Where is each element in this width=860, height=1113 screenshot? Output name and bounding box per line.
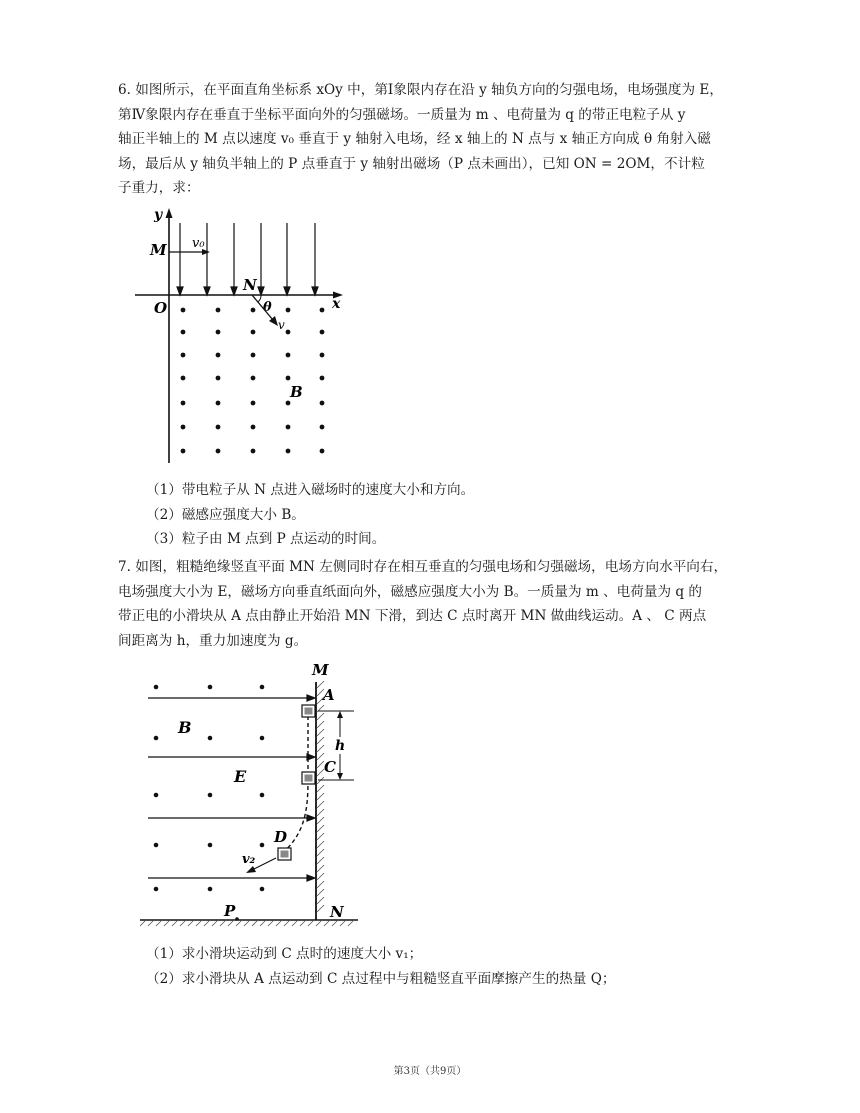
subquestion: （2）磁感应强度大小 B。 (146, 506, 305, 523)
label-E: E (234, 767, 247, 786)
v2-arrow (252, 858, 276, 870)
magnetic-field-dots (181, 308, 325, 454)
subquestion: （3）粒子由 M 点到 P 点运动的时间。 (146, 531, 386, 547)
problem-6-line: 子重力，求： (118, 180, 200, 196)
label-theta: θ (263, 300, 272, 315)
wall-hatch (317, 681, 324, 912)
label-v0: v₀ (192, 236, 205, 251)
problem-6-line: 第Ⅳ象限内存在垂直于坐标平面向外的匀强磁场。一质量为 m 、电荷量为 q 的带正电粒子从 y (118, 106, 686, 123)
label-M: M (312, 661, 329, 679)
problem-6-figure (130, 205, 350, 467)
page-footer: 第3页（共9页） (393, 1066, 467, 1077)
label-D: D (274, 828, 288, 846)
problem-7-subquestions (146, 942, 615, 991)
problem-7-line: 电场强度大小为 E，磁场方向垂直纸面向外，磁感应强度大小为 B。一质量为 m 、电荷量为 q 的 (118, 583, 702, 600)
y-axis-arrow (166, 208, 173, 218)
label-v2: v₂ (242, 852, 256, 867)
problem-6-text (118, 78, 768, 201)
label-C: C (324, 758, 336, 776)
problem-7-line: 间距离为 h，重力加速度为 g。 (118, 632, 308, 649)
label-O: O (154, 299, 168, 317)
ground-hatch (140, 920, 354, 926)
problem-7-line: 带正电的小滑块从 A 点由静止开始沿 MN 下滑，到达 C 点时离开 MN 做曲线运动。A 、 C 两点 (118, 608, 707, 624)
label-v: v (278, 318, 285, 332)
problem-7-figure (140, 660, 370, 930)
label-N: N (330, 903, 344, 921)
label-B: B (178, 718, 192, 737)
label-A: A (323, 686, 335, 704)
problem-6-line: 轴正半轴上的 M 点以速度 v₀ 垂直于 y 轴射入电场，经 x 轴上的 N 点与 x 轴正方向成 θ 角射入磁 (118, 131, 711, 147)
label-h: h (335, 738, 346, 754)
point-P (235, 917, 239, 921)
label-P: P (224, 902, 236, 920)
label-B: B (290, 383, 303, 401)
problem-7-text (118, 555, 768, 653)
label-N: N (243, 276, 257, 294)
label-M: M (150, 241, 167, 259)
subquestion: （1）带电粒子从 N 点进入磁场时的速度大小和方向。 (146, 482, 475, 498)
label-x: x (332, 296, 341, 312)
subquestion: （1）求小滑块运动到 C 点时的速度大小 v₁； (146, 946, 423, 962)
problem-6-line: 场，最后从 y 轴负半轴上的 P 点垂直于 y 轴射出磁场（P 点未画出），已知 ON = 2OM，不计粒 (118, 155, 705, 172)
problem-6-line: 6. 如图所示，在平面直角坐标系 xOy 中，第Ⅰ象限内存在沿 y 轴负方向的匀强电场，电场强度为 E， (118, 82, 723, 98)
problem-6-subquestions (146, 478, 474, 552)
label-y: y (154, 207, 163, 223)
subquestion: （2）求小滑块从 A 点运动到 C 点过程中与粗糙竖直平面摩擦产生的热量 Q； (146, 970, 616, 987)
problem-7-line: 7. 如图，粗糙绝缘竖直平面 MN 左侧同时存在相互垂直的匀强电场和匀强磁场，电场方向水平向右， (118, 559, 728, 575)
